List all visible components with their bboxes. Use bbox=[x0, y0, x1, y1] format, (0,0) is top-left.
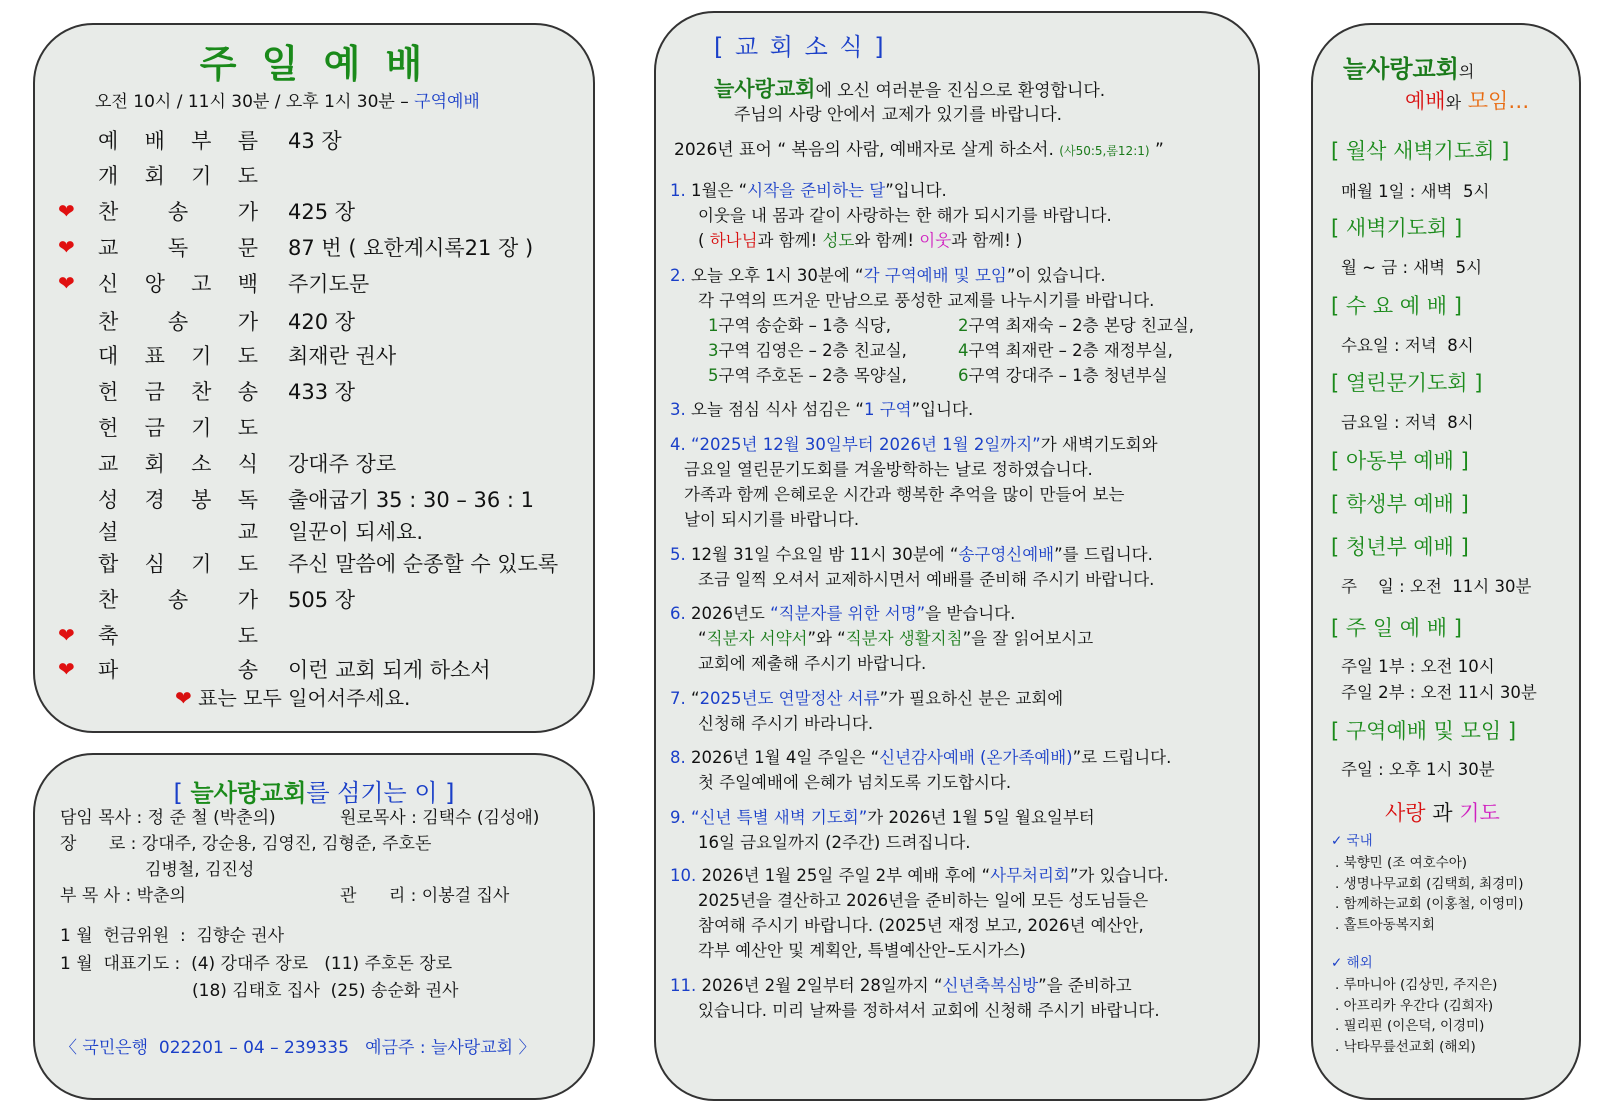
meeting-heading: [ 청년부 예배 ] bbox=[1331, 535, 1469, 559]
worship-order-value: 이런 교회 되게 하소서 bbox=[288, 658, 491, 682]
welcome-rest: 에 오신 여러분을 진심으로 환영합니다. bbox=[815, 81, 1106, 101]
prayer-love: 사랑 bbox=[1385, 801, 1426, 825]
staff-title-rest: 를 섬기는 이 ] bbox=[306, 779, 455, 807]
worship-order-row bbox=[58, 481, 534, 517]
item-highlight: 신년감사예배 (온가족예배) bbox=[879, 748, 1073, 767]
worship-order-row bbox=[58, 303, 355, 339]
check-icon: ✓ bbox=[1331, 955, 1343, 971]
item-text: 2026년 1월 25일 주일 2부 예배 후에 “ bbox=[701, 866, 991, 885]
meetings-suffix: 의 bbox=[1458, 62, 1475, 81]
meeting-time: 수요일 : 저녁 8시 bbox=[1341, 336, 1474, 355]
worship-order-label bbox=[98, 484, 258, 514]
prayer-item: . 루마니아 (김상민, 주지은) bbox=[1335, 977, 1498, 993]
label-char: 도 bbox=[237, 344, 258, 368]
meeting-time: 매월 1일 : 새벽 5시 bbox=[1341, 182, 1490, 201]
item-text: 날이 되시기를 바랍니다. bbox=[684, 510, 860, 529]
item-text: ”을 잘 읽어보시고 bbox=[962, 629, 1094, 648]
label-char: 송 bbox=[167, 588, 189, 612]
item-text: 이웃을 내 몸과 같이 사랑하는 한 해가 되시기를 바랍니다. bbox=[698, 206, 1112, 225]
prayer-pray: 기도 bbox=[1459, 801, 1500, 825]
group-number: 3 bbox=[708, 341, 719, 360]
item-text: 12월 31일 수요일 밤 11시 30분에 “ bbox=[691, 545, 959, 564]
meeting-time: 월 ~ 금 : 새벽 5시 bbox=[1341, 258, 1483, 277]
worship-order-value: 433 장 bbox=[288, 380, 356, 404]
staff-line: 관 리 : 이봉걸 집사 bbox=[340, 886, 510, 906]
item-text: “ bbox=[691, 689, 700, 708]
staff-line: 담임 목사 : 정 준 철 (박춘의) bbox=[60, 808, 276, 828]
label-char: 헌 bbox=[98, 380, 119, 404]
item-highlight: 성도 bbox=[822, 231, 855, 250]
domestic-heading bbox=[1331, 829, 1373, 849]
worship-order-row bbox=[58, 545, 558, 581]
motto-ref: (사50:5,롬12:1) bbox=[1059, 144, 1150, 158]
welcome-church: 늘사랑교회 bbox=[714, 77, 816, 101]
label-char: 대 bbox=[98, 344, 119, 368]
label-char: 가 bbox=[237, 200, 258, 224]
label-char: 독 bbox=[237, 488, 258, 512]
item-text: ”와 “ bbox=[807, 629, 846, 648]
item-number: 5. bbox=[670, 545, 686, 564]
heart-icon: ❤ bbox=[58, 235, 75, 259]
item-text: 첫 주일예배에 은혜가 넘치도록 기도합시다. bbox=[698, 773, 1012, 792]
worship-order-label bbox=[98, 268, 258, 298]
label-char: 소 bbox=[191, 452, 212, 476]
news-item-5 bbox=[670, 542, 1154, 592]
worship-order-label bbox=[98, 448, 258, 478]
staff-line: 부 목 사 : 박춘의 bbox=[60, 886, 186, 906]
meeting-heading: [ 주 일 예 배 ] bbox=[1331, 616, 1462, 640]
item-text: 오늘 오후 1시 30분에 “ bbox=[691, 266, 864, 285]
group-number: 6 bbox=[958, 366, 969, 385]
item-highlight: 시작을 준비하는 달 bbox=[747, 181, 886, 200]
item-text: ”입니다. bbox=[911, 400, 974, 419]
worship-order-row bbox=[58, 373, 355, 409]
item-number: 2. bbox=[670, 266, 686, 285]
worship-order-label bbox=[98, 196, 258, 226]
label-char: 찬 bbox=[98, 310, 119, 334]
news-item-3 bbox=[670, 397, 973, 422]
worship-order-row bbox=[58, 409, 288, 445]
label-char: 고 bbox=[191, 272, 212, 296]
church-news-panel bbox=[654, 11, 1260, 1101]
heart-icon: ❤ bbox=[58, 271, 75, 295]
meeting-heading: [ 구역예배 및 모임 ] bbox=[1331, 719, 1517, 743]
district-worship-label: 구역예배 bbox=[414, 92, 480, 112]
news-item-1 bbox=[670, 178, 1112, 253]
item-text: 가 새벽기도회와 bbox=[1040, 435, 1158, 454]
news-item-9 bbox=[670, 805, 1095, 855]
label-char: 배 bbox=[144, 129, 165, 153]
welcome-line bbox=[714, 73, 1105, 103]
item-text: 신청해 주시기 바라니다. bbox=[698, 714, 874, 733]
item-highlight: 송구영신예배 bbox=[958, 545, 1055, 564]
label-char: 앙 bbox=[144, 272, 165, 296]
meetings-wa: 와 bbox=[1445, 93, 1462, 112]
label-char: 기 bbox=[191, 344, 212, 368]
label-char: 문 bbox=[237, 236, 258, 260]
item-number: 4. bbox=[670, 435, 686, 454]
item-highlight: “직분자를 위한 서명” bbox=[770, 604, 926, 623]
item-text: 가족과 함께 은혜로운 시간과 행복한 추억을 많이 만들어 보는 bbox=[684, 485, 1125, 504]
label-char: 교 bbox=[98, 452, 119, 476]
heart-icon: ❤ bbox=[58, 199, 75, 223]
worship-order-value: 일꾼이 되세요. bbox=[288, 520, 424, 544]
item-text: 각 구역의 뜨거운 만남으로 풍성한 교제를 나누시기를 바랍니다. bbox=[698, 291, 1155, 310]
item-text: 2026년 2월 2일부터 28일까지 “ bbox=[701, 976, 943, 995]
item-text: 1월은 “ bbox=[691, 181, 748, 200]
meeting-time: 주일 1부 : 오전 10시 bbox=[1341, 657, 1495, 676]
group-list-2 bbox=[958, 313, 1194, 388]
heart-icon: ❤ bbox=[175, 686, 192, 710]
news-item-6 bbox=[670, 601, 1093, 676]
label-char: 찬 bbox=[98, 588, 119, 612]
item-number: 8. bbox=[670, 748, 686, 767]
worship-times-text: 오전 10시 / 11시 30분 / 오후 1시 30분 – bbox=[95, 92, 409, 112]
label-char: 기 bbox=[191, 164, 212, 188]
label-char: 부 bbox=[191, 129, 212, 153]
item-number: 11. bbox=[670, 976, 697, 995]
item-highlight: “신년 특별 새벽 기도회” bbox=[691, 808, 868, 827]
item-text: ”가 필요하신 분은 교회에 bbox=[879, 689, 1064, 708]
label-char: 합 bbox=[98, 552, 119, 576]
label-char: 헌 bbox=[98, 416, 119, 440]
label-char: 축 bbox=[98, 624, 119, 648]
worship-order-panel bbox=[33, 23, 595, 733]
item-highlight: 1 구역 bbox=[863, 400, 912, 419]
stand-note-text: 표는 모두 일어서주세요. bbox=[198, 686, 411, 710]
label-char: 파 bbox=[98, 658, 119, 682]
item-highlight: 신년축복심방 bbox=[942, 976, 1039, 995]
item-number: 6. bbox=[670, 604, 686, 623]
worship-order-label bbox=[98, 340, 258, 370]
item-text: ”입니다. bbox=[885, 181, 947, 200]
item-text: 을 받습니다. bbox=[925, 604, 1016, 623]
label-char: 가 bbox=[237, 588, 258, 612]
item-text: 오늘 점심 식사 섬김은 “ bbox=[691, 400, 864, 419]
item-text: ”을 준비하고 bbox=[1038, 976, 1132, 995]
item-text: ”로 드립니다. bbox=[1072, 748, 1172, 767]
motto-close: ” bbox=[1154, 140, 1164, 160]
label-char: 개 bbox=[98, 164, 119, 188]
label-char: 회 bbox=[144, 452, 165, 476]
item-text: ”이 있습니다. bbox=[1006, 266, 1106, 285]
item-number: 9. bbox=[670, 808, 686, 827]
label-char: 송 bbox=[237, 658, 258, 682]
item-highlight: 이웃 bbox=[919, 231, 952, 250]
label-char: 심 bbox=[144, 552, 165, 576]
group-text: 구역 최재숙 – 2층 본당 친교실, bbox=[968, 316, 1195, 335]
item-text: 가 2026년 1월 5일 월요일부터 bbox=[867, 808, 1095, 827]
label-char: 송 bbox=[237, 380, 258, 404]
worship-order-value: 최재란 권사 bbox=[288, 344, 397, 368]
label-char: 도 bbox=[237, 552, 258, 576]
worship-order-value: 505 장 bbox=[288, 588, 356, 612]
label-char: 설 bbox=[98, 520, 119, 544]
meetings-subtitle bbox=[1405, 85, 1529, 115]
news-title: [ 교 회 소 식 ] bbox=[714, 33, 886, 61]
staff-line: 김병철, 김진성 bbox=[145, 860, 255, 880]
prayer-item: . 함께하는교회 (이홍철, 이영미) bbox=[1335, 896, 1524, 912]
worship-order-value: 출애굽기 35 : 30 – 36 : 1 bbox=[288, 488, 535, 512]
staff-title-open: [ bbox=[173, 779, 183, 807]
item-number: 7. bbox=[670, 689, 686, 708]
news-item-7 bbox=[670, 686, 1063, 736]
item-highlight: 직분자 서약서 bbox=[706, 629, 808, 648]
label-char: 예 bbox=[98, 129, 119, 153]
item-text: 조금 일찍 오셔서 교제하시면서 예배를 준비해 주시기 바랍니다. bbox=[698, 570, 1155, 589]
item-text: 와 함께! bbox=[854, 231, 920, 250]
label-char: 금 bbox=[144, 416, 165, 440]
overseas-heading bbox=[1331, 951, 1373, 971]
label-char: 송 bbox=[167, 200, 189, 224]
meetings-panel bbox=[1311, 23, 1581, 1100]
label-char: 금 bbox=[144, 380, 165, 404]
label-char: 회 bbox=[144, 164, 165, 188]
label-char: 백 bbox=[237, 272, 258, 296]
item-text: ”가 있습니다. bbox=[1069, 866, 1169, 885]
item-text: 16일 금요일까지 (2주간) 드려집니다. bbox=[698, 833, 971, 852]
group-text: 구역 최재란 – 2층 재정부실, bbox=[968, 341, 1173, 360]
news-item-8 bbox=[670, 745, 1171, 795]
staff-line: (18) 김태호 집사 (25) 송순화 권사 bbox=[192, 981, 459, 1001]
group-text: 구역 송순화 – 1층 식당, bbox=[718, 316, 891, 335]
welcome-line2: 주님의 사랑 안에서 교제가 있기를 바랍니다. bbox=[734, 105, 1063, 125]
worship-order-value: 강대주 장로 bbox=[288, 452, 397, 476]
news-item-4 bbox=[670, 432, 1158, 532]
worship-order-label bbox=[98, 232, 258, 262]
worship-order-label bbox=[98, 620, 258, 650]
worship-order-label bbox=[98, 584, 258, 614]
worship-order-row bbox=[58, 337, 396, 373]
worship-order-label bbox=[98, 376, 258, 406]
group-number: 4 bbox=[958, 341, 969, 360]
label-char: 교 bbox=[98, 236, 119, 260]
group-text: 구역 주호돈 – 2층 목양실, bbox=[718, 366, 907, 385]
label-char: 교 bbox=[237, 520, 258, 544]
worship-order-label bbox=[98, 654, 258, 684]
staff-line: 원로목사 : 김택수 (김성애) bbox=[340, 808, 540, 828]
group-number: 5 bbox=[708, 366, 719, 385]
label-char: 찬 bbox=[98, 200, 119, 224]
worship-order-row bbox=[58, 193, 355, 229]
worship-order-label bbox=[98, 306, 258, 336]
prayer-item: . 홀트아동복지회 bbox=[1335, 916, 1435, 933]
meeting-heading: [ 월삭 새벽기도회 ] bbox=[1331, 139, 1510, 163]
label-char: 성 bbox=[98, 488, 119, 512]
stand-note bbox=[175, 682, 410, 711]
worship-order-label bbox=[98, 125, 258, 155]
label-char: 신 bbox=[98, 272, 119, 296]
bank-account: 〈 국민은행 022201 – 04 – 239335 예금주 : 늘사랑교회 〉 bbox=[60, 1038, 536, 1058]
item-text: 금요일 열린문기도회를 겨울방학하는 날로 정하였습니다. bbox=[684, 460, 1093, 479]
worship-order-value: 425 장 bbox=[288, 200, 356, 224]
worship-order-value: 87 번 ( 요한계시록21 장 ) bbox=[288, 236, 534, 260]
item-number: 10. bbox=[670, 866, 697, 885]
item-text: 2026년 1월 4일 주일은 “ bbox=[691, 748, 880, 767]
prayer-item: . 필리핀 (이은덕, 이경미) bbox=[1335, 1018, 1485, 1034]
news-item-11 bbox=[670, 973, 1160, 1023]
worship-order-value: 주신 말씀에 순종할 수 있도록 bbox=[288, 552, 559, 576]
overseas-label: 해외 bbox=[1346, 955, 1373, 971]
worship-order-row bbox=[58, 157, 288, 193]
item-text: 과 함께! bbox=[757, 231, 823, 250]
meeting-time: 주 일 : 오전 11시 30분 bbox=[1341, 577, 1532, 596]
prayer-title bbox=[1385, 797, 1500, 827]
staff-title-church: 늘사랑교회 bbox=[190, 779, 307, 807]
worship-order-value: 43 장 bbox=[288, 129, 342, 153]
news-item-10 bbox=[670, 863, 1169, 963]
worship-order-label bbox=[98, 516, 258, 546]
worship-order-value: 주기도문 bbox=[288, 272, 370, 296]
worship-order-row bbox=[58, 617, 288, 653]
meetings-worship: 예배 bbox=[1405, 89, 1446, 113]
label-char: 찬 bbox=[191, 380, 212, 404]
label-char: 표 bbox=[144, 344, 165, 368]
worship-order-label bbox=[98, 160, 258, 190]
item-highlight: 하나님 bbox=[709, 231, 758, 250]
prayer-item: . 북향민 (조 여호수아) bbox=[1335, 855, 1468, 871]
label-char: 봉 bbox=[191, 488, 212, 512]
item-text: 있습니다. 미리 날짜를 정하셔서 교회에 신청해 주시기 바랍니다. bbox=[698, 1001, 1160, 1020]
meetings-church: 늘사랑교회 bbox=[1343, 55, 1459, 83]
label-char: 식 bbox=[237, 452, 258, 476]
item-text: ( bbox=[698, 231, 710, 250]
worship-order-label bbox=[98, 548, 258, 578]
label-char: 기 bbox=[191, 552, 212, 576]
prayer-gwa: 과 bbox=[1432, 801, 1453, 825]
item-highlight: “2025년 12월 30일부터 2026년 1월 2일까지” bbox=[691, 435, 1041, 454]
worship-order-row bbox=[58, 229, 533, 265]
item-number: 3. bbox=[670, 400, 686, 419]
label-char: 경 bbox=[144, 488, 165, 512]
group-text: 구역 김영은 – 2층 친교실, bbox=[718, 341, 907, 360]
item-number: 1. bbox=[670, 181, 686, 200]
label-char: 가 bbox=[237, 310, 258, 334]
meeting-heading: [ 새벽기도회 ] bbox=[1331, 216, 1463, 240]
label-char: 도 bbox=[237, 164, 258, 188]
item-text: 2026년도 bbox=[691, 604, 771, 623]
label-char: 도 bbox=[237, 416, 258, 440]
staff-line: 장 로 : 강대주, 강순용, 김영진, 김형준, 주호돈 bbox=[60, 834, 432, 854]
worship-order-row bbox=[58, 445, 396, 481]
meeting-time: 주일 2부 : 오전 11시 30분 bbox=[1341, 683, 1537, 702]
label-char: 기 bbox=[191, 416, 212, 440]
item-text: 교회에 제출해 주시기 바랍니다. bbox=[698, 654, 927, 673]
meeting-time: 금요일 : 저녁 8시 bbox=[1341, 413, 1474, 432]
item-highlight: 2025년도 연말정산 서류 bbox=[699, 689, 880, 708]
news-item-2 bbox=[670, 263, 1154, 313]
heart-icon: ❤ bbox=[58, 623, 75, 647]
domestic-label: 국내 bbox=[1346, 833, 1373, 849]
motto bbox=[674, 135, 1164, 160]
item-text: 2025년을 결산하고 2026년을 준비하는 일에 모든 성도님들은 bbox=[698, 891, 1149, 910]
group-number: 1 bbox=[708, 316, 719, 335]
prayer-item: . 아프리카 우간다 (김희자) bbox=[1335, 997, 1494, 1014]
meeting-heading: [ 아동부 예배 ] bbox=[1331, 449, 1469, 473]
group-list bbox=[708, 313, 907, 388]
label-char: 름 bbox=[237, 129, 258, 153]
label-char: 송 bbox=[167, 310, 189, 334]
item-text: 각부 예산안 및 계획안, 특별예산안–도시가스) bbox=[698, 941, 1026, 960]
worship-order-row bbox=[58, 581, 355, 617]
meetings-moim: 모임… bbox=[1467, 89, 1530, 113]
worship-title: 주 일 예 배 bbox=[199, 42, 429, 86]
item-highlight: 각 구역예배 및 모임 bbox=[863, 266, 1007, 285]
worship-order-row bbox=[58, 122, 342, 158]
label-char: 도 bbox=[237, 624, 258, 648]
prayer-item: . 생명나무교회 (김택희, 최경미) bbox=[1335, 875, 1524, 892]
staff-panel bbox=[33, 753, 595, 1100]
staff-line: 1 월 헌금위원 : 김향순 권사 bbox=[60, 926, 284, 946]
item-text: 과 함께! ) bbox=[951, 231, 1023, 250]
meetings-title bbox=[1343, 49, 1474, 84]
meeting-heading: [ 수 요 예 배 ] bbox=[1331, 294, 1462, 318]
item-text: 참여해 주시기 바랍니다. (2025년 재정 보고, 2026년 예산안, bbox=[698, 916, 1144, 935]
meeting-heading: [ 열린문기도회 ] bbox=[1331, 371, 1483, 395]
item-highlight: 직분자 생활지침 bbox=[845, 629, 963, 648]
item-text: ”를 드립니다. bbox=[1054, 545, 1153, 564]
worship-order-label bbox=[98, 412, 258, 442]
worship-times bbox=[95, 87, 480, 112]
heart-icon: ❤ bbox=[58, 657, 75, 681]
group-text: 구역 강대주 – 1층 청년부실 bbox=[968, 366, 1168, 385]
check-icon: ✓ bbox=[1331, 833, 1343, 849]
staff-line: 1 월 대표기도 : (4) 강대주 장로 (11) 주호돈 장로 bbox=[60, 954, 453, 974]
item-text: “ bbox=[698, 629, 707, 648]
meeting-time: 주일 : 오후 1시 30분 bbox=[1341, 760, 1495, 779]
meeting-heading: [ 학생부 예배 ] bbox=[1331, 492, 1469, 516]
worship-order-row bbox=[58, 265, 369, 301]
worship-order-row bbox=[58, 513, 423, 549]
item-highlight: 사무처리회 bbox=[990, 866, 1070, 885]
group-number: 2 bbox=[958, 316, 969, 335]
prayer-item: . 낙타무릎선교회 (해외) bbox=[1335, 1038, 1476, 1055]
motto-text: 2026년 표어 “ 복음의 사람, 예배자로 살게 하소서. bbox=[674, 140, 1054, 160]
worship-order-value: 420 장 bbox=[288, 310, 356, 334]
label-char: 독 bbox=[167, 236, 189, 260]
